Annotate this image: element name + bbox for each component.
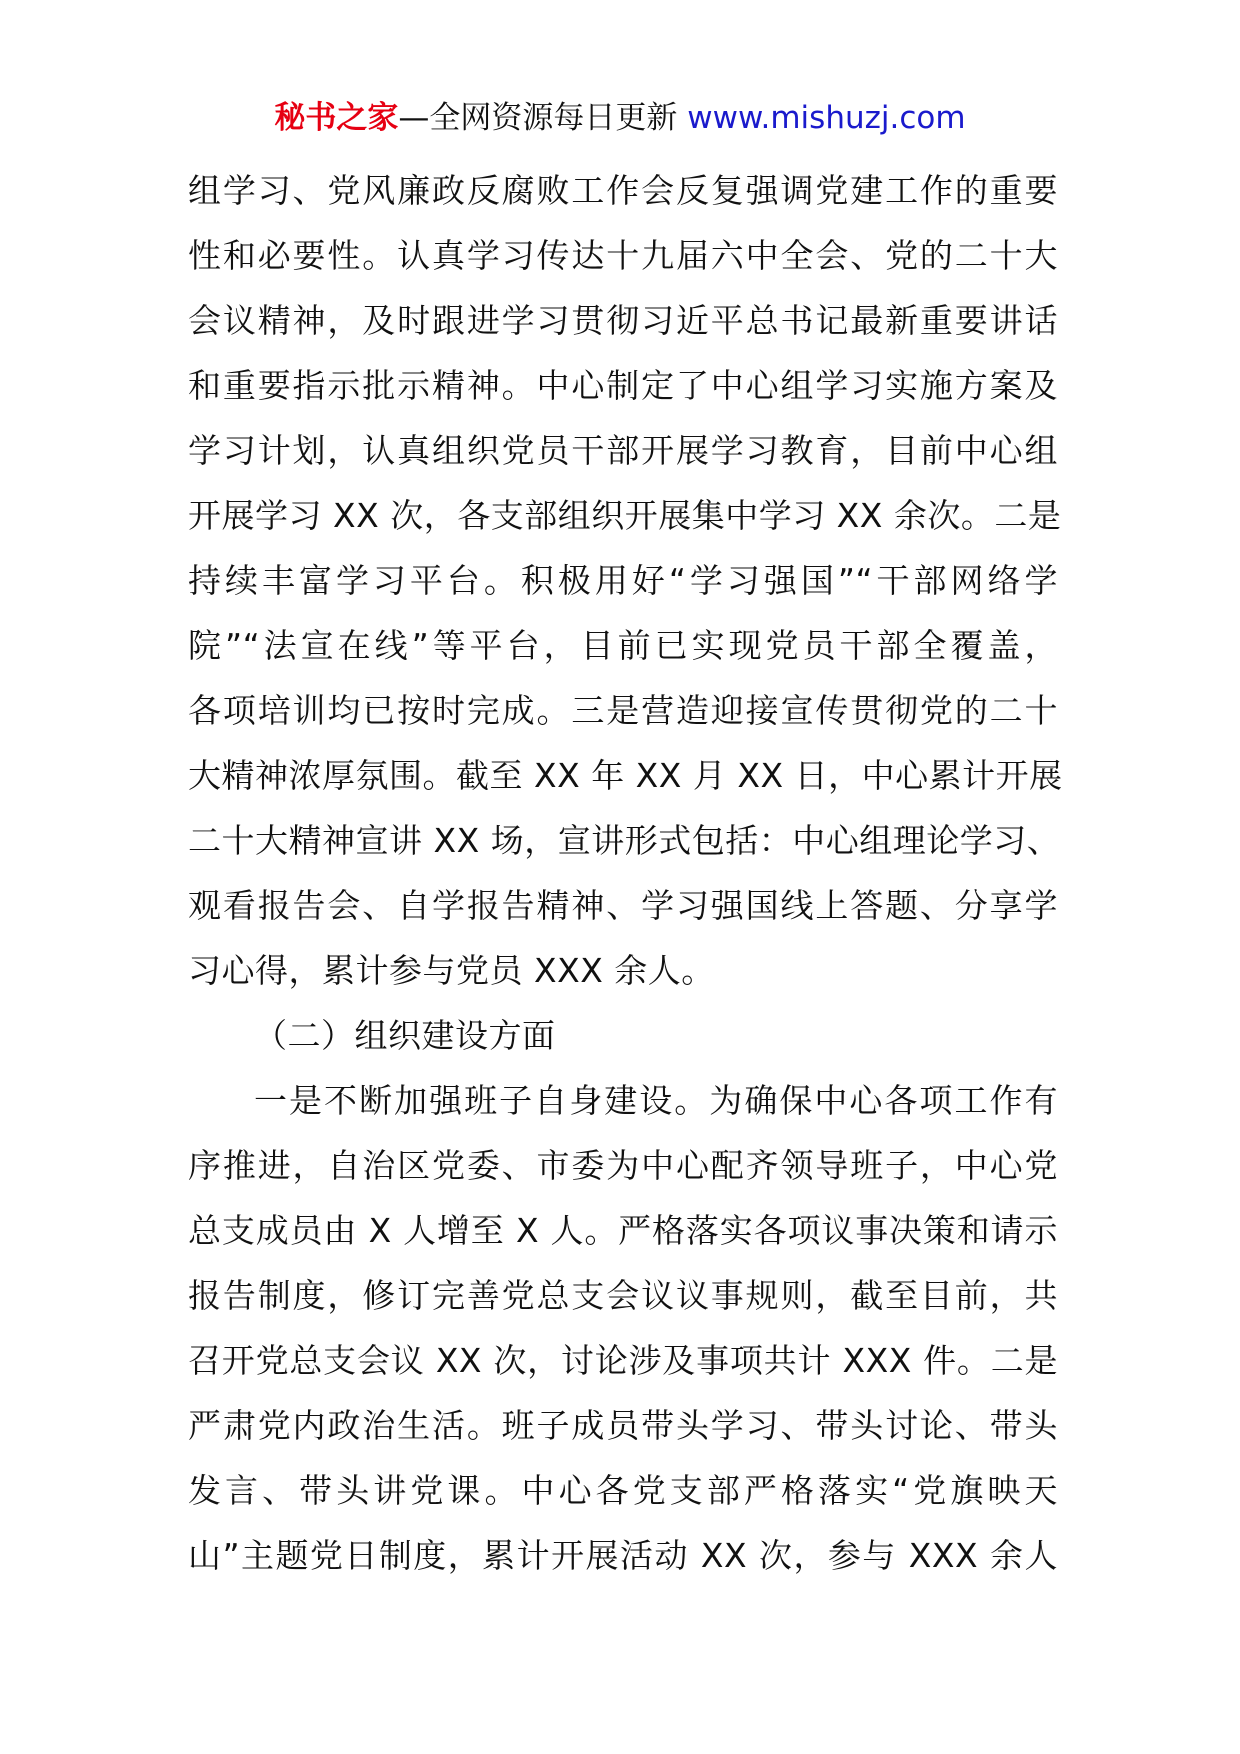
page-header — [0, 98, 1240, 138]
body-line: 序推进，自治区党委、市委为中心配齐领导班子，中心党 — [188, 1146, 1058, 1185]
body-line: 总支成员由 X 人增至 X 人。严格落实各项议事决策和请示 — [188, 1211, 1058, 1250]
document-body — [188, 158, 1063, 1588]
header-tagline: —全网资源每日更新 — [398, 100, 678, 136]
site-url-link[interactable]: www.mishuzj.com — [687, 100, 966, 136]
body-line: 观看报告会、自学报告精神、学习强国线上答题、分享学 — [188, 886, 1058, 925]
body-line: 各项培训均已按时完成。三是营造迎接宣传贯彻党的二十 — [188, 691, 1058, 730]
body-line: 和重要指示批示精神。中心制定了中心组学习实施方案及 — [188, 366, 1058, 405]
body-line: 大精神浓厚氛围。截至 XX 年 XX 月 XX 日，中心累计开展 — [188, 756, 1063, 795]
body-line: 山”主题党日制度，累计开展活动 XX 次，参与 XXX 余人 — [188, 1536, 1058, 1575]
body-line: 习心得，累计参与党员 XXX 余人。 — [188, 951, 715, 990]
body-line: 院”“法宣在线”等平台，目前已实现党员干部全覆盖， — [188, 626, 1058, 665]
body-line: 学习计划，认真组织党员干部开展学习教育，目前中心组 — [188, 431, 1058, 470]
body-line: 性和必要性。认真学习传达十九届六中全会、党的二十大 — [188, 236, 1058, 275]
brand-name: 秘书之家 — [274, 100, 399, 136]
body-line: 会议精神，及时跟进学习贯彻习近平总书记最新重要讲话 — [188, 301, 1058, 340]
body-line: 持续丰富学习平台。积极用好“学习强国”“干部网络学 — [188, 561, 1058, 600]
section-heading: （二）组织建设方面 — [254, 1016, 556, 1055]
body-line: 报告制度，修订完善党总支会议议事规则，截至目前，共 — [188, 1276, 1058, 1315]
body-line: 严肃党内政治生活。班子成员带头学习、带头讨论、带头 — [188, 1406, 1058, 1445]
body-line: 一是不断加强班子自身建设。为确保中心各项工作有 — [254, 1081, 1058, 1120]
body-line: 发言、带头讲党课。中心各党支部严格落实“党旗映天 — [188, 1471, 1058, 1510]
body-line: 二十大精神宣讲 XX 场，宣讲形式包括：中心组理论学习、 — [188, 821, 1061, 860]
body-line: 开展学习 XX 次，各支部组织开展集中学习 XX 余次。二是 — [188, 496, 1062, 535]
body-line: 组学习、党风廉政反腐败工作会反复强调党建工作的重要 — [188, 171, 1058, 210]
body-line: 召开党总支会议 XX 次，讨论涉及事项共计 XXX 件。二是 — [188, 1341, 1058, 1380]
